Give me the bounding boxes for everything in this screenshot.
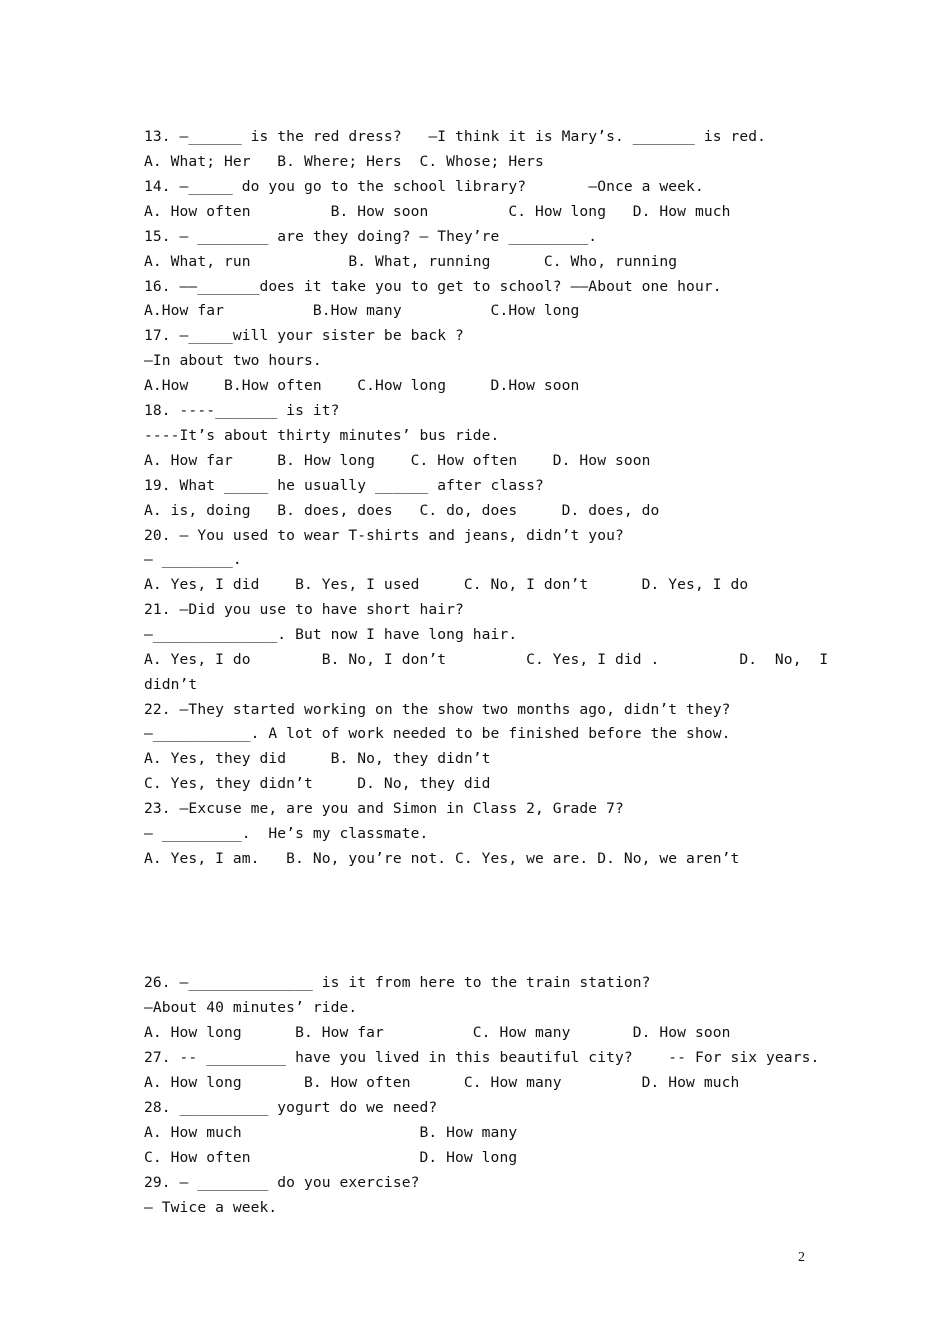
- question-14: 14. —_____ do you go to the school library? —Once a week.: [144, 178, 704, 195]
- question-17: 17. —_____will your sister be back ?: [144, 327, 464, 344]
- question-21: 21. —Did you use to have short hair?: [144, 601, 464, 618]
- question-19-options: A. is, doing B. does, does C. do, does D. does, do: [144, 502, 660, 519]
- question-27: 27. -- _________ have you lived in this beautiful city? -- For six years.: [144, 1049, 820, 1066]
- question-28-options-a-b: A. How much B. How many: [144, 1124, 518, 1141]
- question-22-options-a-b: A. Yes, they did B. No, they didn’t: [144, 750, 491, 767]
- question-15-options: A. What, run B. What, running C. Who, running: [144, 253, 678, 270]
- question-28-options-c-d: C. How often D. How long: [144, 1149, 518, 1166]
- question-17-options: A.How B.How often C.How long D.How soon: [144, 377, 580, 394]
- question-19: 19. What _____ he usually ______ after class?: [144, 477, 544, 494]
- question-14-options: A. How often B. How soon C. How long D. How much: [144, 203, 731, 220]
- question-17-response: —In about two hours.: [144, 352, 322, 369]
- question-21-options: A. Yes, I do B. No, I don’t C. Yes, I did . D. No, I: [144, 651, 829, 668]
- question-26: 26. —______________ is it from here to the train station?: [144, 974, 651, 991]
- question-23-response: — _________. He’s my classmate.: [144, 825, 429, 842]
- question-22-options-c-d: C. Yes, they didn’t D. No, they did: [144, 775, 491, 792]
- question-13: 13. —______ is the red dress? —I think it is Mary’s. _______ is red.: [144, 128, 767, 145]
- question-21-options-continued: didn’t: [144, 676, 198, 693]
- question-20-response: — ________.: [144, 551, 242, 568]
- question-18-options: A. How far B. How long C. How often D. How soon: [144, 452, 651, 469]
- question-26-options: A. How long B. How far C. How many D. How soon: [144, 1024, 731, 1041]
- question-15: 15. — ________ are they doing? — They’re _________.: [144, 228, 598, 245]
- question-28: 28. __________ yogurt do we need?: [144, 1099, 438, 1116]
- question-26-response: —About 40 minutes’ ride.: [144, 999, 358, 1016]
- question-29: 29. — ________ do you exercise?: [144, 1174, 420, 1191]
- question-16: 16. ——_______does it take you to get to school? ——About one hour.: [144, 278, 722, 295]
- question-20: 20. — You used to wear T-shirts and jeans, didn’t you?: [144, 527, 624, 544]
- question-23: 23. —Excuse me, are you and Simon in Class 2, Grade 7?: [144, 800, 624, 817]
- question-22: 22. —They started working on the show two months ago, didn’t they?: [144, 701, 731, 718]
- question-29-response: — Twice a week.: [144, 1199, 278, 1216]
- question-22-response: —___________. A lot of work needed to be finished before the show.: [144, 725, 731, 742]
- question-13-options: A. What; Her B. Where; Hers C. Whose; Hers: [144, 153, 544, 170]
- question-18: 18. ----_______ is it?: [144, 402, 340, 419]
- question-16-options: A.How far B.How many C.How long: [144, 302, 580, 319]
- question-20-options: A. Yes, I did B. Yes, I used C. No, I don’t D. Yes, I do: [144, 576, 749, 593]
- question-23-options: A. Yes, I am. B. No, you’re not. C. Yes, we are. D. No, we aren’t: [144, 850, 740, 867]
- page-number: 2: [798, 1250, 805, 1265]
- question-18-response: ----It’s about thirty minutes’ bus ride.: [144, 427, 500, 444]
- question-21-response: —______________. But now I have long hair.: [144, 626, 518, 643]
- question-27-options: A. How long B. How often C. How many D. How much: [144, 1074, 740, 1091]
